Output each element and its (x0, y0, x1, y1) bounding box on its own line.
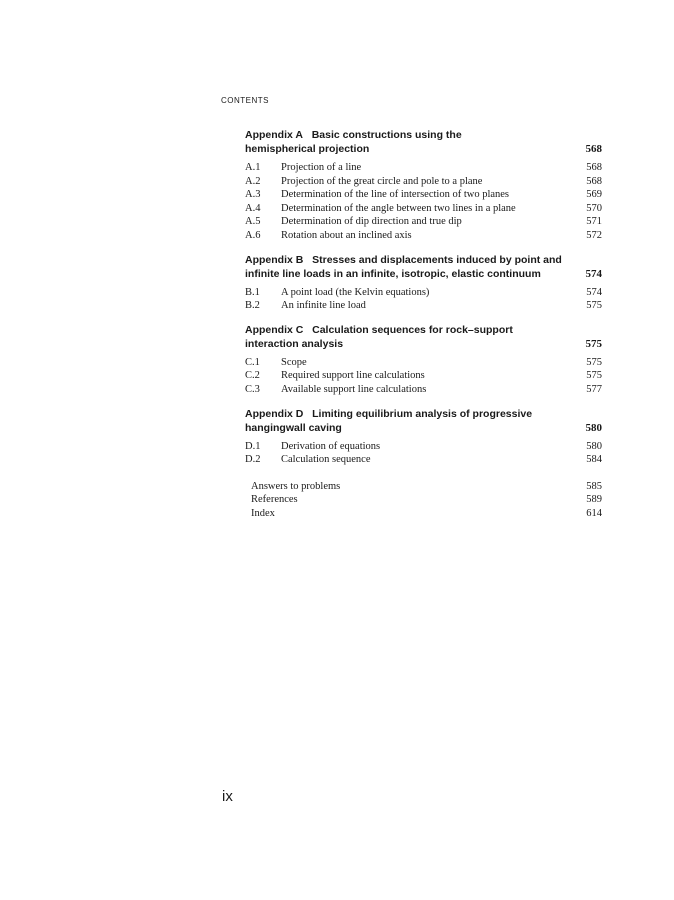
appendix-label: Appendix C (245, 323, 304, 336)
appendix-label: Appendix B (245, 253, 304, 266)
appendix-heading-line1 (245, 323, 565, 337)
entry-title: Determination of dip direction and true dip (281, 216, 462, 228)
entry-page-number: 580 (586, 440, 602, 452)
entry-number: D.1 (245, 440, 261, 452)
back-matter-title: Index (251, 507, 275, 519)
entry-page-number: 570 (586, 202, 602, 214)
entry-page-number: 575 (586, 300, 602, 312)
entry-number: D.2 (245, 454, 261, 466)
appendix-heading-line1 (245, 407, 565, 421)
appendix-title-line2: hangingwall caving (245, 421, 342, 434)
entry-title: Derivation of equations (281, 440, 381, 452)
appendix-label: Appendix A (245, 129, 303, 141)
appendix-entries (245, 161, 602, 243)
entry-number: A.1 (245, 162, 261, 173)
appendix-title-line1: Basic constructions using the (311, 129, 462, 141)
section-gap (245, 397, 602, 407)
back-matter-list (245, 480, 602, 521)
appendix-label: Appendix D (245, 407, 304, 420)
appendix-entries (245, 286, 602, 313)
entry-title: Scope (281, 356, 307, 368)
appendix-heading[interactable] (245, 323, 602, 351)
section-gap (245, 243, 602, 253)
running-head: CONTENTS (221, 96, 269, 105)
entry-page-number: 571 (586, 216, 602, 228)
toc-entry[interactable] (245, 175, 602, 189)
toc-entry[interactable] (245, 453, 602, 467)
back-matter-entry[interactable] (245, 493, 602, 507)
toc-entry[interactable] (245, 286, 602, 300)
toc-entry[interactable] (245, 202, 602, 216)
appendix-heading[interactable] (245, 407, 602, 435)
entry-page-number: 569 (586, 189, 602, 201)
entry-number: A.3 (245, 189, 261, 201)
back-matter-entry[interactable] (245, 480, 602, 494)
entry-title: An infinite line load (281, 300, 366, 312)
back-matter-page-number: 585 (586, 480, 602, 492)
entry-page-number: 574 (586, 286, 602, 298)
entry-number: C.2 (245, 370, 260, 382)
appendix-page-number: 575 (585, 337, 602, 350)
entry-page-number: 577 (586, 383, 602, 395)
back-matter-page-number: 614 (586, 507, 602, 519)
entry-title: Available support line calculations (281, 383, 427, 395)
appendix-heading-line1 (245, 128, 565, 142)
entry-title: Required support line calculations (281, 370, 425, 382)
appendix-page-number: 574 (585, 267, 602, 280)
entry-title: Rotation about an inclined axis (281, 229, 412, 241)
appendix-heading[interactable] (245, 253, 602, 281)
back-matter-title: Answers to problems (251, 480, 341, 492)
appendix-section (245, 323, 602, 397)
back-matter-title: References (251, 494, 298, 506)
entry-number: A.6 (245, 229, 261, 241)
table-of-contents (245, 128, 602, 521)
entry-number: B.1 (245, 286, 260, 298)
toc-entry[interactable] (245, 229, 602, 243)
appendix-section (245, 128, 602, 243)
back-matter-page-number: 589 (586, 494, 602, 506)
appendix-heading[interactable] (245, 128, 602, 156)
entry-page-number: 568 (586, 175, 602, 187)
toc-entry[interactable] (245, 440, 602, 454)
entry-number: C.1 (245, 356, 260, 368)
appendix-entries (245, 356, 602, 397)
toc-entry[interactable] (245, 369, 602, 383)
appendix-section (245, 253, 602, 313)
appendix-heading-line1 (245, 253, 565, 267)
appendix-title-line2: hemispherical projection (245, 143, 370, 155)
appendix-title-line2: interaction analysis (245, 337, 344, 350)
entry-page-number: 575 (586, 356, 602, 368)
appendix-entries (245, 440, 602, 467)
toc-entry[interactable] (245, 215, 602, 229)
appendix-title-line1: Stresses and displacements induced by point and (312, 253, 562, 266)
entry-title: A point load (the Kelvin equations) (281, 286, 430, 298)
entry-title: Determination of the angle between two lines in a plane (281, 202, 516, 214)
entry-title: Calculation sequence (281, 454, 371, 466)
page-number: ix (222, 788, 233, 805)
appendix-title-line1: Calculation sequences for rock–support (312, 323, 513, 336)
entry-number: A.5 (245, 216, 261, 228)
entry-title: Projection of the great circle and pole to a plane (281, 175, 483, 187)
entry-number: B.2 (245, 300, 260, 312)
toc-entry[interactable] (245, 299, 602, 313)
appendix-section (245, 407, 602, 467)
appendix-title-line2: infinite line loads in an infinite, isotropic, elastic continuum (245, 267, 541, 280)
appendix-title-line1: Limiting equilibrium analysis of progressive (312, 407, 533, 420)
entry-page-number: 568 (586, 162, 602, 173)
toc-entry[interactable] (245, 188, 602, 202)
back-matter-entry[interactable] (245, 507, 602, 521)
appendix-page-number: 580 (585, 421, 602, 434)
appendix-page-number: 568 (585, 143, 602, 155)
appendix-list (245, 128, 602, 467)
toc-entry[interactable] (245, 161, 602, 175)
entry-title: Projection of a line (281, 162, 362, 173)
entry-number: A.2 (245, 175, 261, 187)
entry-number: A.4 (245, 202, 261, 214)
entry-page-number: 572 (586, 229, 602, 241)
entry-number: C.3 (245, 383, 260, 395)
toc-entry[interactable] (245, 356, 602, 370)
entry-page-number: 584 (586, 454, 602, 466)
toc-entry[interactable] (245, 383, 602, 397)
entry-title: Determination of the line of intersection of two planes (281, 189, 510, 201)
section-gap (245, 313, 602, 323)
entry-page-number: 575 (586, 370, 602, 382)
